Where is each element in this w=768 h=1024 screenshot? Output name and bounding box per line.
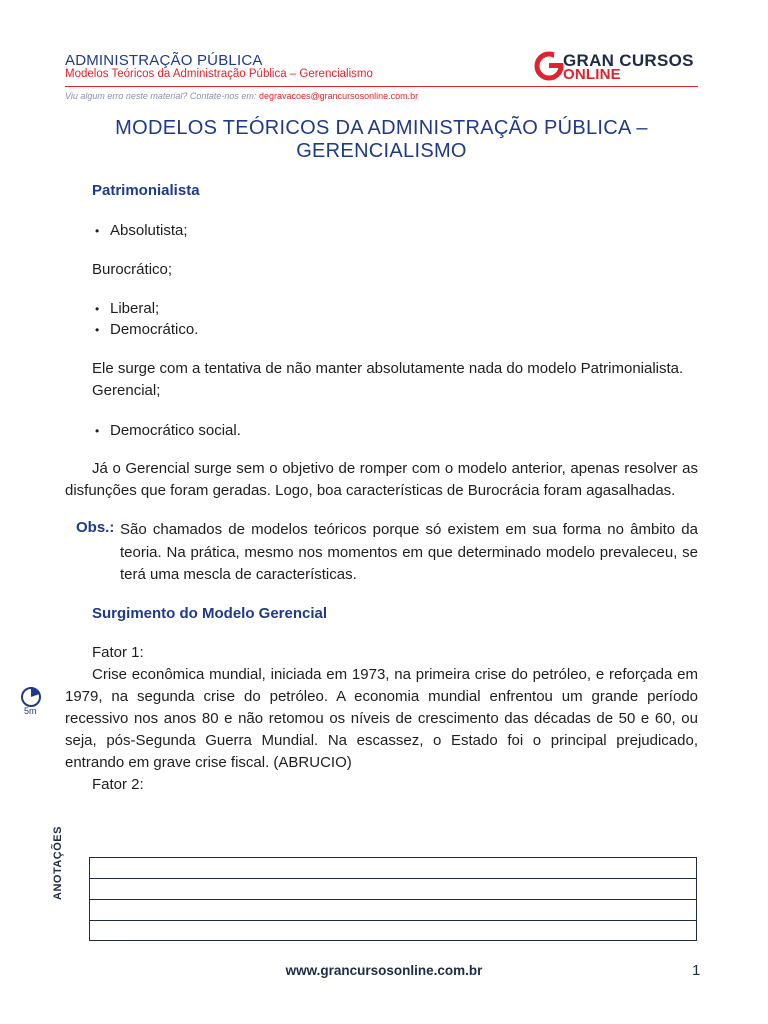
header-title: ADMINISTRAÇÃO PÚBLICA: [65, 52, 263, 69]
list-item-liberal: Liberal;: [110, 300, 160, 317]
paragraph-crise: Crise econômica mundial, iniciada em 1973, na primeira crise do petróleo, e reforçada em 1979, na segunda crise do petróleo. A economia mundial enfrentou um grande período recessivo nos anos 80 e não retomou os níveis de crescimento das décadas de 50 e 60, ou seja, pós-Segunda Guerra Mundial. Na escassez, o Estado foi o principal prejudicado, entrando em grave crise fiscal. (ABRUCIO): [65, 666, 698, 771]
paragraph-gerencial: Gerencial;: [92, 382, 161, 399]
logo-text-line1: GRAN CURSOS: [563, 51, 694, 70]
paragraph-surge: Ele surge com a tentativa de não manter absolutamente nada do modelo Patrimonialista.: [92, 360, 684, 377]
annotation-line[interactable]: [90, 879, 696, 900]
error-contact-note: Viu algum erro neste material? Contate-nos em: degravacoes@grancursosonline.com.br: [65, 91, 419, 101]
gran-cursos-logo: [534, 51, 704, 83]
page-number: 1: [692, 962, 701, 979]
list-item-democratico-social: Democrático social.: [110, 422, 241, 439]
gran-g-icon: [534, 51, 564, 81]
paragraph-burocratico: Burocrático;: [92, 261, 173, 278]
paragraph-fator1: Fator 1:: [92, 644, 144, 661]
heading-surgimento: Surgimento do Modelo Gerencial: [92, 605, 328, 622]
bullet-dot: •: [95, 424, 100, 438]
obs-text: São chamados de modelos teóricos porque só existem em sua forma no âmbito da teoria. Na prática, mesmo nos momentos em que determinado modelo prevaleceu, se terá uma mescla de características.: [120, 521, 698, 583]
bullet-dot: •: [95, 323, 100, 337]
obs-label: Obs.:: [76, 519, 115, 536]
document-title: MODELOS TEÓRICOS DA ADMINISTRAÇÃO PÚBLICA – GERENCIALISMO: [115, 117, 648, 162]
heading-patrimonialista: Patrimonialista: [92, 182, 200, 199]
list-item-absolutista: Absolutista;: [110, 222, 188, 239]
header-divider: [65, 86, 698, 87]
bullet-dot: •: [95, 302, 100, 316]
annotations-box[interactable]: [89, 857, 697, 941]
annotation-line[interactable]: [90, 921, 696, 942]
error-contact-email[interactable]: degravacoes@grancursosonline.com.br: [258, 91, 419, 101]
list-item-democratico: Democrático.: [110, 321, 199, 338]
bullet-dot: •: [95, 224, 100, 238]
header-subtitle: Modelos Teóricos da Administração Pública – Gerencialismo: [65, 68, 373, 80]
annotations-label: ANOTAÇÕES: [52, 826, 64, 900]
paragraph-ja-gerencial: Já o Gerencial surge sem o objetivo de romper com o modelo anterior, apenas resolver as disfunções que foram geradas. Logo, boa características de Burocrácia foram agasalhadas.: [65, 460, 698, 499]
logo-text-line2: ONLINE: [563, 66, 621, 83]
paragraph-fator2: Fator 2:: [92, 776, 144, 793]
annotation-line[interactable]: [90, 858, 696, 879]
timer-label: 5m: [24, 706, 37, 716]
annotation-line[interactable]: [90, 900, 696, 921]
footer-url[interactable]: www.grancursosonline.com.br: [285, 963, 483, 978]
